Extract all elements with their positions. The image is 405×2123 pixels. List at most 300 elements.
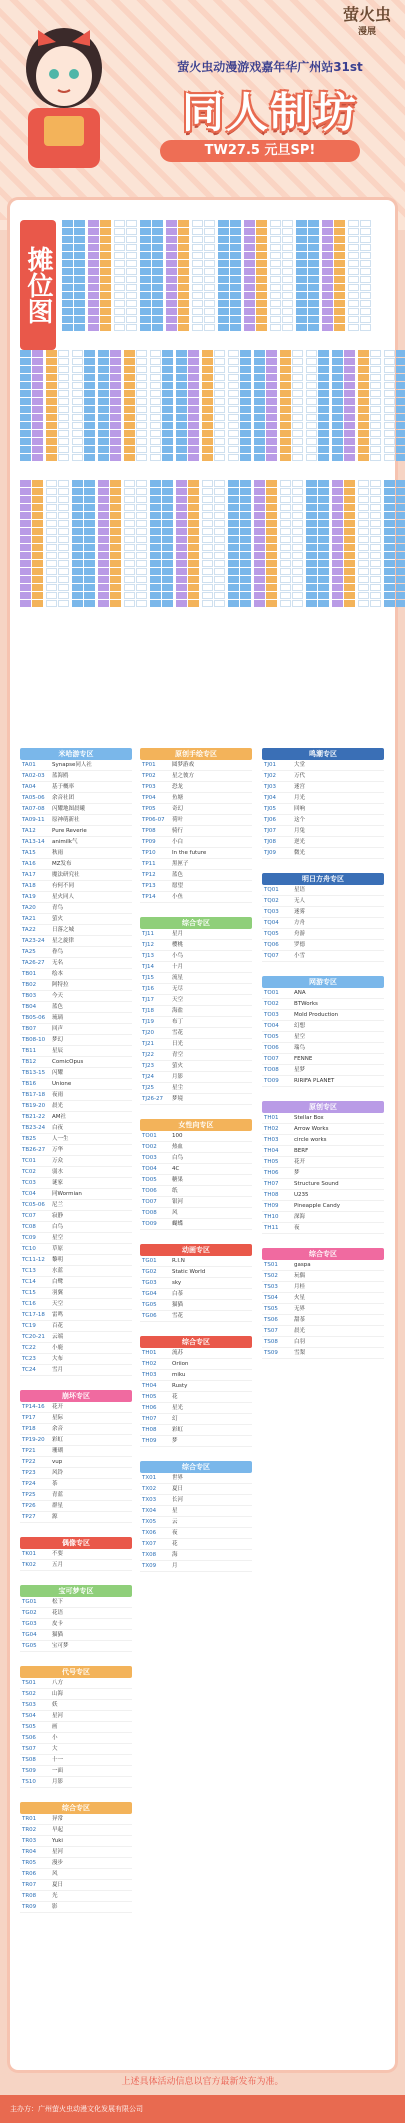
booth-cell — [282, 308, 293, 315]
booth-cell — [46, 382, 57, 389]
booth-id: TP26 — [22, 1503, 36, 1509]
booth-cell — [98, 568, 109, 575]
booth-id: TR07 — [22, 1882, 37, 1888]
booth-cell — [308, 220, 319, 227]
map-column — [74, 220, 85, 332]
map-column — [296, 220, 307, 332]
booth-cell — [344, 350, 355, 357]
booth-cell — [204, 220, 215, 227]
booth-cell — [202, 504, 213, 511]
map-column — [308, 220, 319, 332]
booth-cell — [384, 350, 395, 357]
booth-cell — [270, 228, 281, 235]
booth-cell — [396, 552, 405, 559]
booth-name: 十一 — [52, 1757, 64, 1763]
booth-cell — [176, 520, 187, 527]
booth-cell — [214, 414, 225, 421]
booth-cell — [192, 292, 203, 299]
booth-cell — [188, 350, 199, 357]
booth-cell — [308, 244, 319, 251]
booth-id: TS08 — [264, 1339, 278, 1345]
map-column — [396, 350, 405, 462]
booth-cell — [110, 496, 121, 503]
booth-row — [140, 973, 252, 984]
booth-row — [140, 1094, 252, 1105]
booth-cell — [84, 592, 95, 599]
booth-cell — [162, 406, 173, 413]
booth-row — [140, 1142, 252, 1153]
booth-cell — [396, 414, 405, 421]
booth-cell — [152, 324, 163, 331]
booth-name: 萤火 — [172, 1063, 184, 1069]
booth-cell — [322, 284, 333, 291]
booth-name: U235 — [294, 1192, 309, 1198]
booth-cell — [166, 324, 177, 331]
booth-cell — [140, 268, 151, 275]
booth-id: TP09 — [142, 839, 156, 845]
booth-row — [20, 1766, 132, 1777]
booth-cell — [74, 300, 85, 307]
booth-cell — [360, 252, 371, 259]
booth-cell — [100, 228, 111, 235]
booth-id: TO06 — [264, 1045, 279, 1051]
booth-cell — [188, 512, 199, 519]
booth-cell — [254, 576, 265, 583]
booth-cell — [306, 480, 317, 487]
booth-cell — [204, 292, 215, 299]
booth-name: 花 — [172, 1394, 178, 1400]
booth-cell — [370, 438, 381, 445]
booth-id: TP05 — [142, 806, 156, 812]
booth-cell — [136, 528, 147, 535]
booth-cell — [84, 454, 95, 461]
booth-cell — [240, 366, 251, 373]
booth-cell — [332, 504, 343, 511]
booth-cell — [266, 454, 277, 461]
booth-row — [140, 1267, 252, 1278]
booth-row — [262, 1337, 384, 1348]
booth-cell — [58, 576, 69, 583]
booth-row — [262, 1065, 384, 1076]
booth-cell — [98, 584, 109, 591]
booth-cell — [20, 504, 31, 511]
booth-cell — [114, 276, 125, 283]
map-column — [162, 480, 173, 608]
booth-cell — [136, 568, 147, 575]
booth-cell — [358, 568, 369, 575]
booth-cell — [254, 512, 265, 519]
booth-cell — [188, 592, 199, 599]
booth-id: TS08 — [22, 1757, 36, 1763]
booth-cell — [84, 544, 95, 551]
booth-cell — [98, 504, 109, 511]
booth-row — [140, 929, 252, 940]
map-column — [306, 350, 317, 462]
booth-cell — [202, 422, 213, 429]
booth-row — [20, 1090, 132, 1101]
booth-cell — [228, 520, 239, 527]
booth-cell — [280, 430, 291, 437]
booth-name: 晨光 — [294, 1328, 306, 1334]
booth-id: TB26-27 — [22, 1147, 46, 1153]
booth-cell — [344, 414, 355, 421]
booth-cell — [344, 454, 355, 461]
booth-cell — [308, 252, 319, 259]
booth-cell — [136, 398, 147, 405]
booth-id: TP10 — [142, 850, 156, 856]
booth-row — [140, 951, 252, 962]
booth-cell — [88, 252, 99, 259]
map-column — [84, 480, 95, 608]
booth-id: TC13 — [22, 1268, 36, 1274]
booth-cell — [240, 544, 251, 551]
booth-row — [20, 1755, 132, 1766]
booth-cell — [318, 406, 329, 413]
booth-row — [20, 1233, 132, 1244]
booth-cell — [214, 446, 225, 453]
section-title: 综合专区 — [20, 1802, 132, 1814]
booth-id: TQ06 — [264, 942, 279, 948]
booth-cell — [188, 382, 199, 389]
booth-cell — [318, 544, 329, 551]
booth-row — [20, 1777, 132, 1788]
booth-id: TG02 — [22, 1610, 37, 1616]
booth-cell — [98, 374, 109, 381]
booth-cell — [72, 406, 83, 413]
booth-cell — [244, 316, 255, 323]
booth-cell — [98, 480, 109, 487]
booth-cell — [322, 244, 333, 251]
booth-cell — [20, 600, 31, 607]
booth-id: TH09 — [142, 1438, 157, 1444]
booth-id: TJ17 — [142, 997, 154, 1003]
booth-name: 方舟 — [294, 920, 306, 926]
booth-id: TJ26-27 — [142, 1096, 163, 1102]
booth-row — [20, 1880, 132, 1891]
booth-cell — [396, 592, 405, 599]
booth-cell — [358, 398, 369, 405]
booth-cell — [306, 390, 317, 397]
booth-cell — [114, 300, 125, 307]
map-column — [228, 350, 239, 462]
booth-cell — [124, 544, 135, 551]
booth-cell — [72, 584, 83, 591]
booth-cell — [84, 382, 95, 389]
map-column — [124, 480, 135, 608]
booth-cell — [396, 536, 405, 543]
booth-cell — [188, 358, 199, 365]
booth-row — [20, 793, 132, 804]
booth-cell — [202, 584, 213, 591]
booth-cell — [318, 398, 329, 405]
booth-name: Pineapple Candy — [294, 1203, 341, 1209]
map-column — [254, 350, 265, 462]
booth-cell — [32, 504, 43, 511]
booth-row — [140, 837, 252, 848]
map-column — [72, 350, 83, 462]
booth-row — [20, 1689, 132, 1700]
booth-row — [140, 1039, 252, 1050]
booth-row — [262, 1054, 384, 1065]
booth-cell — [204, 228, 215, 235]
booth-row — [140, 1186, 252, 1197]
booth-cell — [348, 220, 359, 227]
map-column — [124, 350, 135, 462]
map-column — [344, 350, 355, 462]
booth-cell — [126, 244, 137, 251]
booth-cell — [308, 316, 319, 323]
booth-cell — [136, 592, 147, 599]
booth-cell — [178, 236, 189, 243]
booth-cell — [358, 480, 369, 487]
booth-cell — [84, 528, 95, 535]
booth-id: TA25 — [22, 949, 36, 955]
booth-cell — [280, 576, 291, 583]
booth-cell — [218, 228, 229, 235]
booth-row — [20, 1858, 132, 1869]
booth-row — [20, 958, 132, 969]
booth-cell — [58, 366, 69, 373]
booth-cell — [370, 430, 381, 437]
booth-name: 迷宫 — [294, 784, 306, 790]
booth-cell — [140, 260, 151, 267]
booth-id: TJ15 — [142, 975, 154, 981]
booth-cell — [306, 600, 317, 607]
booth-cell — [214, 584, 225, 591]
booth-id: TK02 — [22, 1562, 36, 1568]
booth-name: 大堂 — [294, 762, 306, 768]
booth-cell — [280, 398, 291, 405]
booth-cell — [280, 528, 291, 535]
booth-cell — [256, 260, 267, 267]
booth-id: TB12 — [22, 1059, 37, 1065]
booth-name: 幻想 — [294, 1023, 306, 1029]
booth-row — [20, 1222, 132, 1233]
booth-cell — [100, 284, 111, 291]
booth-row — [140, 1359, 252, 1370]
booth-cell — [244, 324, 255, 331]
booth-name: Arrow Works — [294, 1126, 329, 1132]
booth-cell — [114, 316, 125, 323]
booth-cell — [166, 228, 177, 235]
booth-cell — [384, 446, 395, 453]
booth-row — [140, 1017, 252, 1028]
booth-cell — [318, 528, 329, 535]
booth-cell — [150, 512, 161, 519]
booth-cell — [178, 260, 189, 267]
map-column — [306, 480, 317, 608]
booth-cell — [254, 398, 265, 405]
booth-cell — [202, 576, 213, 583]
booth-cell — [140, 220, 151, 227]
booth-cell — [140, 324, 151, 331]
booth-row — [262, 760, 384, 771]
booth-cell — [358, 528, 369, 535]
booth-cell — [296, 292, 307, 299]
booth-name: 星河 — [52, 1713, 64, 1719]
booth-cell — [348, 252, 359, 259]
booth-id: TO03 — [264, 1012, 279, 1018]
booth-row — [262, 1293, 384, 1304]
booth-cell — [370, 584, 381, 591]
booth-cell — [322, 324, 333, 331]
booth-cell — [266, 430, 277, 437]
booth-cell — [396, 430, 405, 437]
booth-cell — [218, 268, 229, 275]
booth-row — [20, 1211, 132, 1222]
booth-row — [140, 1425, 252, 1436]
booth-cell — [62, 228, 73, 235]
booth-cell — [100, 276, 111, 283]
booth-cell — [192, 268, 203, 275]
booth-cell — [110, 446, 121, 453]
booth-name: 尼兰 — [52, 1202, 64, 1208]
booth-id: TP01 — [142, 762, 156, 768]
booth-name: FENNE — [294, 1056, 313, 1062]
booth-id: TO09 — [264, 1078, 279, 1084]
booth-cell — [344, 374, 355, 381]
booth-cell — [178, 300, 189, 307]
booth-name: 彩虹 — [172, 1427, 184, 1433]
booth-cell — [396, 422, 405, 429]
booth-cell — [136, 414, 147, 421]
booth-name: 绘本 — [52, 971, 64, 977]
booth-cell — [178, 316, 189, 323]
booth-cell — [280, 600, 291, 607]
booth-cell — [188, 422, 199, 429]
booth-id: TO08 — [142, 1210, 157, 1216]
booth-cell — [150, 382, 161, 389]
booth-cell — [58, 350, 69, 357]
booth-cell — [88, 284, 99, 291]
map-column — [98, 480, 109, 608]
booth-cell — [98, 414, 109, 421]
booth-name: 群星 — [52, 1503, 64, 1509]
booth-cell — [98, 454, 109, 461]
booth-row — [20, 1134, 132, 1145]
booth-name: 蓝色 — [172, 872, 184, 878]
booth-cell — [152, 316, 163, 323]
booth-cell — [72, 454, 83, 461]
booth-cell — [332, 560, 343, 567]
booth-cell — [360, 244, 371, 251]
booth-name: 云 — [172, 1519, 178, 1525]
booth-id: TC04 — [22, 1191, 36, 1197]
booth-cell — [358, 390, 369, 397]
booth-cell — [100, 220, 111, 227]
booth-cell — [162, 560, 173, 567]
booth-cell — [46, 544, 57, 551]
booth-cell — [384, 584, 395, 591]
booth-cell — [230, 276, 241, 283]
booth-cell — [98, 406, 109, 413]
booth-cell — [162, 350, 173, 357]
booth-cell — [396, 366, 405, 373]
booth-cell — [334, 268, 345, 275]
booth-id: TA17 — [22, 872, 36, 878]
booth-cell — [124, 592, 135, 599]
booth-cell — [58, 374, 69, 381]
booth-cell — [150, 576, 161, 583]
booth-cell — [230, 236, 241, 243]
booth-cell — [292, 366, 303, 373]
map-column — [150, 480, 161, 608]
booth-id: TG03 — [142, 1280, 157, 1286]
booth-name: 夏日 — [52, 1882, 64, 1888]
booth-row — [140, 848, 252, 859]
booth-cell — [240, 398, 251, 405]
booth-id: TJ18 — [142, 1008, 154, 1014]
booth-cell — [72, 536, 83, 543]
booth-cell — [46, 406, 57, 413]
map-column — [202, 350, 213, 462]
booth-cell — [360, 228, 371, 235]
booth-cell — [228, 512, 239, 519]
booth-cell — [152, 292, 163, 299]
booth-cell — [280, 552, 291, 559]
booth-cell — [140, 276, 151, 283]
booth-cell — [162, 568, 173, 575]
booth-cell — [296, 324, 307, 331]
map-column — [240, 350, 251, 462]
booth-name: 云端 — [52, 1334, 64, 1340]
booth-row — [262, 1304, 384, 1315]
booth-cell — [152, 268, 163, 275]
booth-cell — [266, 600, 277, 607]
booth-cell — [306, 560, 317, 567]
booth-id: TJ02 — [264, 773, 276, 779]
booth-cell — [176, 552, 187, 559]
booth-cell — [306, 520, 317, 527]
booth-name: 雪花 — [172, 1313, 184, 1319]
booth-cell — [344, 568, 355, 575]
booth-row — [20, 1902, 132, 1913]
booth-cell — [228, 552, 239, 559]
map-column — [358, 480, 369, 608]
booth-cell — [46, 398, 57, 405]
booth-name: 万华 — [52, 1147, 64, 1153]
booth-name: 青鸟 — [52, 905, 64, 911]
booth-cell — [20, 560, 31, 567]
booth-cell — [228, 488, 239, 495]
booth-cell — [214, 600, 225, 607]
booth-id: TO06 — [142, 1188, 157, 1194]
map-column — [202, 480, 213, 608]
booth-name: 天空 — [172, 997, 184, 1003]
booth-name: 小 — [52, 1735, 58, 1741]
edition-badge: TW27.5 元旦SP! — [160, 140, 360, 162]
booth-cell — [150, 454, 161, 461]
booth-id: TX06 — [142, 1530, 157, 1536]
booth-name: MZ发布 — [52, 861, 72, 867]
booth-cell — [292, 488, 303, 495]
booth-cell — [110, 512, 121, 519]
booth-cell — [370, 414, 381, 421]
booth-cell — [292, 446, 303, 453]
booth-id: TA02-03 — [22, 773, 45, 779]
booth-id: TJ09 — [264, 850, 276, 856]
booth-name: 雪花 — [172, 1030, 184, 1036]
map-column — [110, 350, 121, 462]
booth-cell — [396, 350, 405, 357]
booth-cell — [202, 544, 213, 551]
booth-id: TG01 — [142, 1258, 157, 1264]
booth-cell — [32, 480, 43, 487]
booth-cell — [162, 528, 173, 535]
booth-cell — [140, 284, 151, 291]
booth-cell — [150, 488, 161, 495]
booth-cell — [32, 438, 43, 445]
